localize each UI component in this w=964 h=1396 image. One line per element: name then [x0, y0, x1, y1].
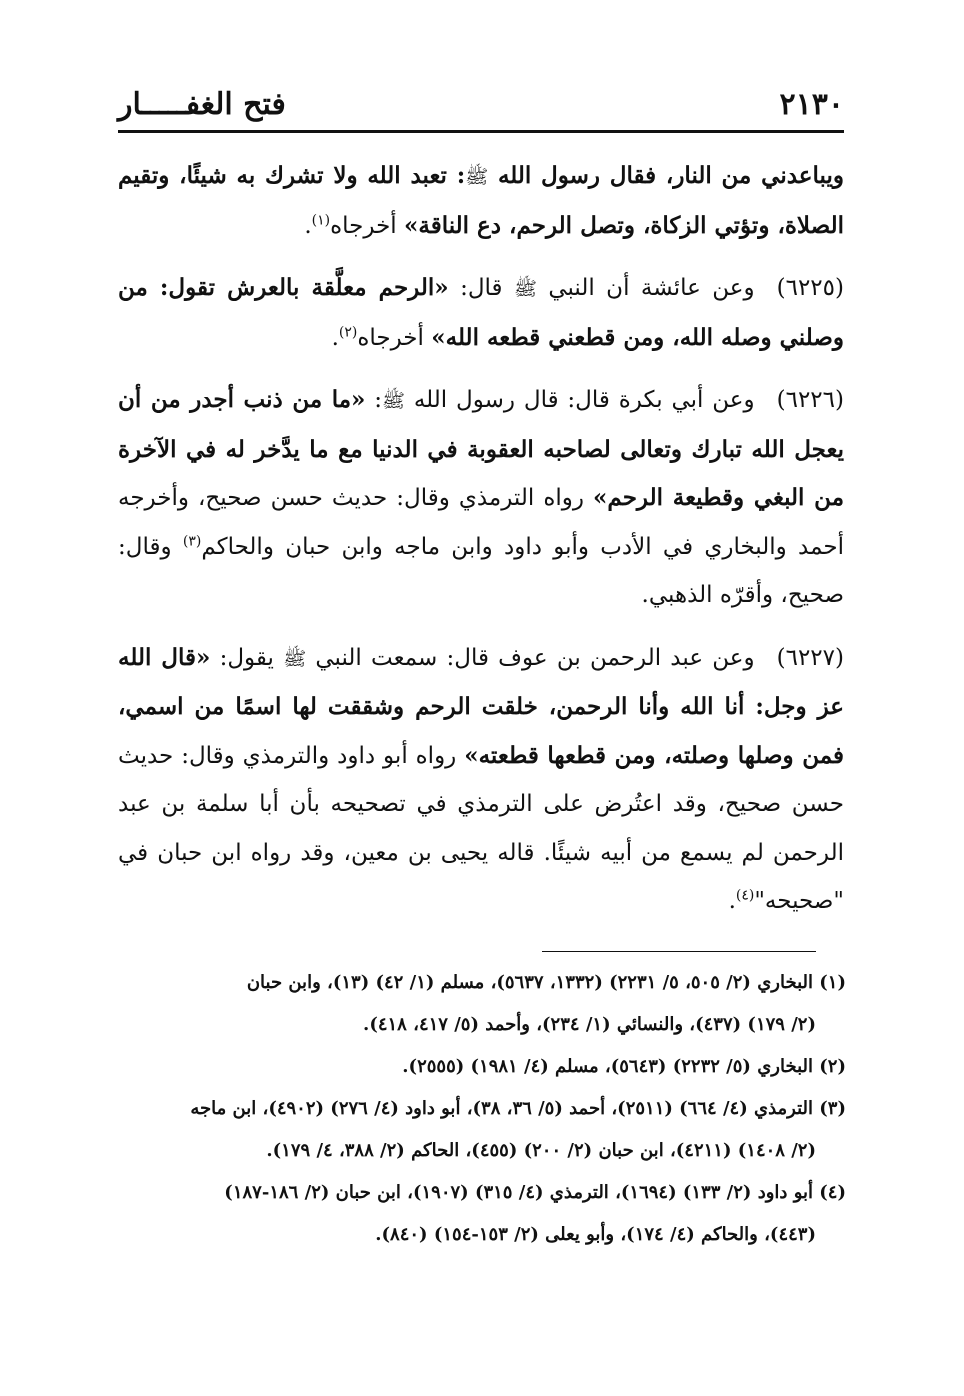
footnotes — [116, 962, 846, 1256]
book-title: فتح الغفـــــار — [118, 87, 286, 122]
text-run: وعن عبد الرحمن بن عوف قال: سمعت النبي — [306, 644, 755, 671]
hadith-6227 — [118, 634, 844, 926]
footnote-ref: (٣) — [182, 532, 202, 549]
footnote-line: (٣) الترمذي (٤/ ٦٦٤) (٢٥١١)، أحمد (٥/ ٣٦، ٣٨)، أبو داود (٤/ ٢٧٦) (٤٩٠٢)، ابن ماجه — [190, 1098, 846, 1119]
footnote-2 — [116, 1046, 846, 1088]
footnote-ref: (٤) — [735, 887, 755, 904]
hadith-text: : تعبد الله ولا تشرك به شيئًا، وتقيم الصلاة، وتؤتي الزكاة، وتصل الرحم، دع الناقة» — [118, 162, 844, 239]
main-text — [118, 152, 844, 940]
hadith-number: (٦٢٢٥) — [776, 275, 844, 301]
salawat-glyph: ﷺ — [513, 278, 537, 300]
footnote-line: (٢/ ١٤٠٨) (٤٢١١)، ابن حبان (٢/ ٢٠٠) (٤٥٥)، الحاكم (٢/ ٣٨٨، ٤/ ١٧٩). — [266, 1140, 816, 1161]
salawat-glyph: ﷺ — [465, 166, 489, 188]
footnote-4 — [116, 1172, 846, 1256]
text-run: . — [728, 888, 736, 914]
footnote-ref: (١) — [311, 211, 331, 228]
text-run: وقال: صحيح، وأقرّه الذهبي. — [118, 533, 844, 608]
running-header — [118, 78, 844, 128]
footnote-3 — [116, 1088, 846, 1172]
text-run: وعن أبي بكرة قال: قال رسول الله — [404, 387, 755, 413]
header-divider — [118, 130, 844, 133]
footnote-line: (٢) البخاري (٥/ ٢٢٣٢) (٥٦٤٣)، مسلم (٤/ ١٩٨١) (٢٥٥٥). — [402, 1056, 846, 1077]
hadith-text: «قال الله عز وجل: أنا الله وأنا الرحمن، خلقت الرحم وشققت لها اسمًا من اسمي، فمن وصلها وصلته، ومن قطعها قطعته» — [118, 643, 844, 769]
text-run: رواه أبو داود والترمذي وقال: حديث حسن صحيح، وقد اعتُرض على الترمذي في تصحيحه بأن أبا سلمة بن عبد الرحمن لم يسمع من أبيه شيئًا. قاله يحيى بن معين، وقد رواه ابن حبان في "صحيحه" — [118, 742, 844, 914]
hadith-number: (٦٢٢٧) — [776, 644, 844, 671]
footnote-line: (٢/ ١٧٩) (٤٣٧)، والنسائي (١/ ٢٣٤)، وأحمد (٥/ ٤١٧، ٤١٨). — [363, 1014, 816, 1035]
text-run: . — [331, 324, 339, 351]
text-run: : — [365, 387, 383, 413]
text-run: قال: — [448, 275, 514, 301]
footnote-line: (٤) أبو داود (٢/ ١٣٣) (١٦٩٤)، الترمذي (٤/ ٣١٥) (١٩٠٧)، ابن حبان (٢/ ١٨٦-١٨٧) — [224, 1182, 846, 1203]
hadith-text: «ما من ذنب أجدر من أن يعجل الله تبارك وتعالى لصاحبه العقوبة في الدنيا مع ما يدَّخر له في الآخرة من البغي وقطيعة الرحم» — [118, 386, 845, 511]
footnote-line: (٤٤٣)، والحاكم (٤/ ١٧٤)، وأبو يعلى (٢/ ١٥٣-١٥٤) (٨٤٠). — [375, 1224, 816, 1245]
text-run: رواه الترمذي وقال: حديث حسن صحيح، وأخرجه أحمد والبخاري في الأدب وأبو داود وابن ماجه وابن حبان والحاكم — [118, 485, 844, 560]
footnote-divider — [542, 951, 816, 952]
text-run: يقول: — [210, 644, 284, 671]
page-number: ٢١٣٠ — [779, 87, 844, 122]
text-run: أخرجاه — [330, 212, 404, 239]
text-run: وعن عائشة أن النبي — [536, 275, 755, 301]
hadith-text: «الرحم معلَّقة بالعرش تقول: من وصلني وصله الله، ومن قطعني قطعه الله» — [118, 274, 844, 351]
text-run: . — [304, 212, 312, 239]
paragraph-continued — [118, 152, 844, 250]
hadith-6226 — [118, 376, 844, 620]
footnote-1 — [116, 962, 846, 1046]
salawat-glyph: ﷺ — [283, 647, 307, 670]
text-run: ويباعدني من النار، فقال رسول الله — [488, 162, 844, 189]
hadith-number: (٦٢٢٦) — [776, 387, 844, 413]
hadith-6225 — [118, 264, 844, 362]
footnote-line: (١) البخاري (٢/ ٥٠٥، ٥/ ٢٢٣١) (١٣٣٢، ٥٦٣٧)، مسلم (١/ ٤٢) (١٣)، وابن حبان — [246, 972, 846, 993]
text-run: أخرجاه — [357, 324, 432, 351]
footnote-ref: (٢) — [338, 323, 358, 340]
salawat-glyph: ﷺ — [382, 390, 405, 412]
